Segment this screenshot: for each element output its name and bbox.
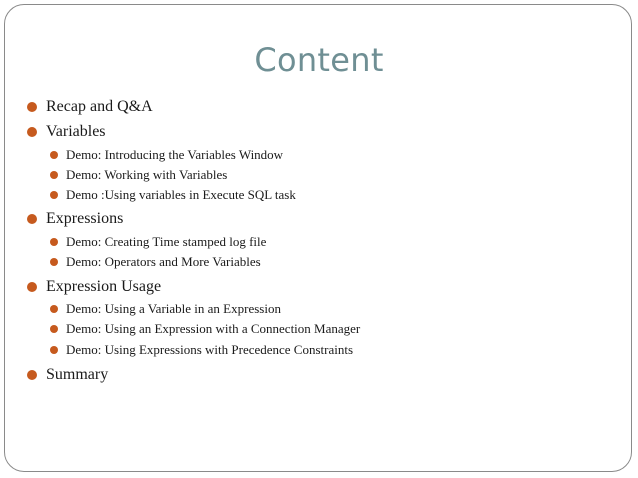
bullet-dot-icon xyxy=(50,305,58,313)
bullet-text: Demo: Working with Variables xyxy=(66,167,228,182)
bullet-text: Demo: Using Expressions with Precedence Constraints xyxy=(66,342,354,357)
bullet-dot-icon xyxy=(27,282,37,292)
bullet-text: Demo: Operators and More Variables xyxy=(66,254,261,269)
bullet-dot-icon xyxy=(50,171,58,179)
bullet-text: Variables xyxy=(46,123,106,140)
bullet-dot-icon xyxy=(27,370,37,380)
bullet-text: Demo: Creating Time stamped log file xyxy=(66,234,267,249)
bullet-text: Demo :Using variables in Execute SQL task xyxy=(66,187,296,202)
bullet-dot-icon xyxy=(50,151,58,159)
slide-title: Content xyxy=(254,41,384,79)
bullet-dot-icon xyxy=(50,238,58,246)
bullet-text: Expressions xyxy=(46,210,124,227)
bullet-text: Summary xyxy=(46,366,109,383)
bullet-dot-icon xyxy=(50,191,58,199)
bullet-dot-icon xyxy=(50,325,58,333)
bullet-dot-icon xyxy=(50,346,58,354)
bullet-dot-icon xyxy=(27,102,37,112)
bullet-dot-icon xyxy=(27,127,37,137)
bullet-text: Recap and Q&A xyxy=(46,98,153,115)
bullet-text: Demo: Using a Variable in an Expression xyxy=(66,301,281,316)
bullet-text: Demo: Introducing the Variables Window xyxy=(66,147,284,162)
bullet-text: Demo: Using an Expression with a Connection Manager xyxy=(66,321,361,336)
bullet-dot-icon xyxy=(27,214,37,224)
bullet-dot-icon xyxy=(50,258,58,266)
bullet-text: Expression Usage xyxy=(46,278,162,295)
